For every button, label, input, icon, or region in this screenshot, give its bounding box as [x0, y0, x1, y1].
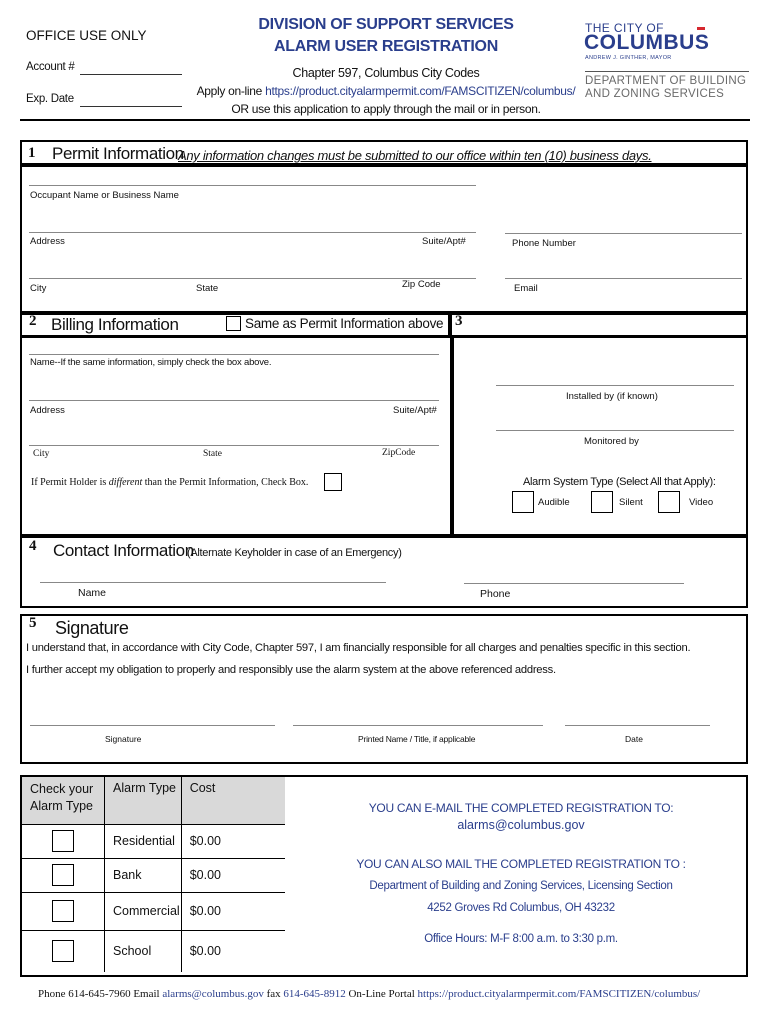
different-em: different: [108, 477, 143, 488]
address-field[interactable]: [29, 232, 476, 233]
table-row: [22, 930, 285, 972]
different-holder-checkbox[interactable]: [324, 473, 342, 491]
email-label: Email: [514, 283, 538, 294]
division-title: DIVISION OF SUPPORT SERVICES: [258, 16, 514, 33]
billing-address-field[interactable]: [29, 400, 439, 401]
header-alarm-type: Alarm Type: [105, 777, 182, 824]
different-holder-text: [31, 477, 308, 488]
signature-label: Signature: [105, 734, 142, 744]
billing-address-label: Address: [30, 405, 65, 416]
contact-phone-label: Phone: [480, 588, 511, 600]
different-prefix: If Permit Holder is: [31, 477, 107, 488]
logo-columbus: COLUMBUS: [584, 31, 710, 54]
cost-residential: $0.00: [181, 824, 285, 858]
billing-city-field[interactable]: [29, 445, 439, 446]
email-heading: YOU CAN E-MAIL THE COMPLETED REGISTRATION TO:: [368, 801, 674, 815]
alarm-type-school: School: [105, 930, 182, 972]
billing-state-label: State: [203, 449, 222, 459]
footer-contact: [38, 988, 700, 1000]
email-address[interactable]: alarms@columbus.gov: [457, 818, 585, 832]
section3-number: 3: [455, 313, 463, 329]
billing-name-field[interactable]: [29, 354, 439, 355]
state-label: State: [196, 283, 219, 294]
mail-line: OR use this application to apply through the mail or in person.: [231, 102, 541, 116]
bank-checkbox[interactable]: [52, 864, 74, 886]
dept-address: Department of Building and Zoning Services, Licensing Section: [369, 880, 673, 892]
phone-number-label: Phone Number: [512, 238, 576, 249]
logo-the-city-of: THE CITY OF: [585, 21, 664, 35]
section5-title: Signature: [55, 618, 129, 638]
billing-name-label: Name--If the same information, simply check the box above.: [30, 357, 272, 368]
alarm-type-commercial: Commercial: [105, 892, 182, 930]
section2-number: 2: [29, 313, 37, 329]
logo-divider: [585, 71, 749, 72]
different-suffix: than the Permit Information, Check Box.: [144, 477, 309, 488]
logo-dept-line1: DEPARTMENT OF BUILDING: [585, 75, 747, 87]
mail-info-panel: [294, 800, 748, 947]
footer-phone-label: Phone: [38, 988, 66, 1000]
header-cost: Cost: [181, 777, 285, 824]
installed-by-label: Installed by (if known): [566, 391, 658, 402]
section4-number: 4: [29, 538, 37, 554]
mail-heading: YOU CAN ALSO MAIL THE COMPLETED REGISTRATION TO :: [356, 857, 686, 871]
printed-name-field[interactable]: [293, 725, 543, 726]
contact-name-field[interactable]: [40, 582, 386, 583]
alarm-type-table: [22, 777, 285, 972]
audible-label: Audible: [538, 497, 570, 508]
footer-fax-label: fax: [266, 988, 281, 1000]
footer-phone: 614-645-7960: [68, 988, 131, 1000]
section4-note: (Alternate Keyholder in case of an Emergency): [187, 547, 402, 559]
signature-statement-line1: I understand that, in accordance with City Code, Chapter 597, I am financially responsible for all charges and penalties specific in this section.: [26, 642, 691, 654]
section1-note: Any information changes must be submitted to our office within ten (10) business days.: [178, 148, 652, 163]
office-hours: Office Hours: M-F 8:00 a.m. to 3:30 p.m.: [424, 933, 618, 945]
section1-title: Permit Information: [52, 144, 184, 163]
residential-checkbox[interactable]: [52, 830, 74, 852]
section5-number: 5: [29, 615, 37, 631]
footer-email[interactable]: alarms@columbus.gov: [162, 988, 264, 1000]
suite-label: Suite/Apt#: [422, 236, 466, 247]
account-field[interactable]: [80, 74, 182, 75]
street-address: 4252 Groves Rd Columbus, OH 43232: [427, 902, 615, 914]
contact-name-label: Name: [78, 587, 107, 599]
cost-commercial: $0.00: [181, 892, 285, 930]
section3-header-bar: [450, 313, 748, 337]
billing-zip-label: ZipCode: [382, 448, 416, 458]
phone-number-field[interactable]: [505, 233, 742, 234]
apply-line: [188, 82, 584, 100]
date-label: Date: [625, 734, 643, 744]
header-check-your-alarm-type: Check your Alarm Type: [22, 777, 105, 824]
section1-number: 1: [28, 145, 36, 161]
zip-code-label: Zip Code: [402, 279, 441, 290]
silent-checkbox[interactable]: [591, 491, 613, 513]
section4-title: Contact Information: [53, 541, 194, 560]
printed-name-label: Printed Name / Title, if applicable: [358, 734, 476, 744]
section1-box: [20, 165, 748, 313]
monitored-by-label: Monitored by: [584, 436, 639, 447]
audible-checkbox[interactable]: [512, 491, 534, 513]
cost-bank: $0.00: [181, 858, 285, 892]
exp-date-field[interactable]: [80, 106, 182, 107]
exp-date-label: Exp. Date: [26, 93, 74, 105]
email-field[interactable]: [505, 278, 742, 279]
monitored-by-field[interactable]: [496, 430, 734, 431]
address-label: Address: [30, 236, 65, 247]
occupant-name-field[interactable]: [29, 185, 476, 186]
silent-label: Silent: [619, 497, 643, 508]
video-label: Video: [689, 497, 714, 508]
signature-field[interactable]: [30, 725, 275, 726]
logo-accent-mark: [697, 27, 705, 30]
installed-by-field[interactable]: [496, 385, 734, 386]
office-use-heading: OFFICE USE ONLY: [26, 28, 147, 43]
alarm-system-type-label: Alarm System Type (Select All that Apply):: [523, 476, 716, 488]
school-checkbox[interactable]: [52, 940, 74, 962]
billing-suite-label: Suite/Apt#: [393, 405, 437, 416]
contact-phone-field[interactable]: [464, 583, 684, 584]
section2-title: Billing Information: [51, 315, 179, 334]
registration-title: ALARM USER REGISTRATION: [274, 38, 498, 55]
footer-fax: 614-645-8912: [283, 988, 346, 1000]
date-field[interactable]: [565, 725, 710, 726]
video-checkbox[interactable]: [658, 491, 680, 513]
city-label: City: [30, 283, 47, 294]
apply-link[interactable]: https://product.cityalarmpermit.com/FAMSCITIZEN/columbus/: [265, 84, 576, 98]
logo-mayor: ANDREW J. GINTHER, MAYOR: [585, 55, 672, 61]
account-label: Account #: [26, 61, 75, 73]
same-as-permit-label: Same as Permit Information above: [245, 316, 444, 331]
header-rule: [20, 119, 750, 121]
footer-portal-label: On-Line Portal: [348, 988, 415, 1000]
same-as-permit-checkbox[interactable]: [226, 316, 241, 331]
table-row: [22, 824, 285, 858]
cost-school: $0.00: [181, 930, 285, 972]
alarm-type-residential: Residential: [105, 824, 182, 858]
table-row: [22, 892, 285, 930]
footer-portal-link[interactable]: https://product.cityalarmpermit.com/FAMSCITIZEN/columbus/: [417, 988, 701, 1000]
table-row: [22, 858, 285, 892]
logo-dept-line2: AND ZONING SERVICES: [585, 88, 725, 100]
billing-city-label: City: [33, 449, 50, 459]
occupant-name-label: Occupant Name or Business Name: [30, 190, 179, 201]
signature-statement-line2: I further accept my obligation to properly and responsibly use the alarm system at the above referenced address.: [26, 664, 556, 676]
commercial-checkbox[interactable]: [52, 900, 74, 922]
form-header: [188, 14, 584, 118]
alarm-type-bank: Bank: [105, 858, 182, 892]
apply-prefix: Apply on-line: [196, 84, 263, 98]
chapter-line: Chapter 597, Columbus City Codes: [292, 66, 480, 80]
footer-email-label: Email: [133, 988, 160, 1000]
